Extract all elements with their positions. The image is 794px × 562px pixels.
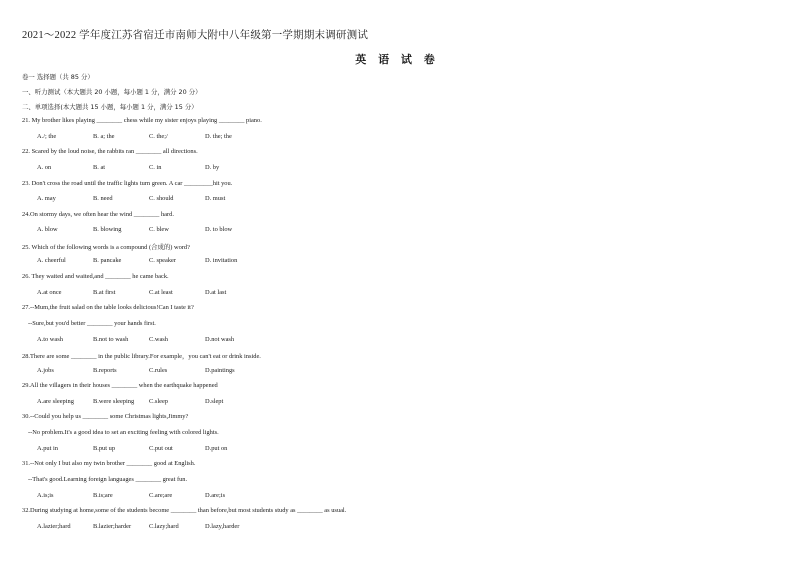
option-d: D.at last <box>205 289 227 296</box>
question-dialogue-line: --No problem.It's a good idea to set an exciting feeling with colored lights. <box>28 429 219 436</box>
question-stem: 24.On stormy days, we often hear the wind ________ hard. <box>22 211 174 218</box>
option-c: C. the;/ <box>149 133 168 140</box>
option-b: B. a; the <box>93 133 115 140</box>
option-c: C. should <box>149 195 174 202</box>
option-a: A.to wash <box>37 336 63 343</box>
option-a: A.put in <box>37 445 58 452</box>
choice-section-heading: 二、单项选择(本大题共 15 小题，每小题 1 分，满分 15 分） <box>22 103 198 111</box>
option-a: A.jobs <box>37 367 54 374</box>
option-b: B.were sleeping <box>93 398 135 405</box>
option-b: B.not to wash <box>93 336 129 343</box>
question-stem: 26. They waited and waited,and ________ he came back. <box>22 273 169 280</box>
question-dialogue-line: --That's good.Learning foreign languages ________ great fun. <box>28 476 188 483</box>
part-one-heading: 卷一 选择题（共 85 分） <box>22 73 94 81</box>
option-c: C.put out <box>149 445 173 452</box>
option-a: A. blow <box>37 226 58 233</box>
option-b: B.reports <box>93 367 117 374</box>
option-a: A.lazier;hard <box>37 523 71 530</box>
option-b: B. blowing <box>93 226 122 233</box>
option-d: D.lazy,harder <box>205 523 240 530</box>
option-a: A. may <box>37 195 56 202</box>
option-a: A.is;is <box>37 492 54 499</box>
option-c: C.rules <box>149 367 168 374</box>
option-b: B.at first <box>93 289 116 296</box>
option-b: B. at <box>93 164 106 171</box>
option-d: D.not wash <box>205 336 235 343</box>
option-b: B. pancake <box>93 257 122 264</box>
option-d: D.are;is <box>205 492 226 499</box>
question-dialogue-line: --Sure,but you'd better ________ your hands first. <box>28 320 156 327</box>
option-d: D. must <box>205 195 226 202</box>
question-stem: 27.--Mum,the fruit salad on the table looks delicious!Can I taste it? <box>22 304 194 311</box>
question-stem: 30.--Could you help us ________ some Christmas lights,Jimmy? <box>22 413 189 420</box>
option-c: C.wash <box>149 336 168 343</box>
question-stem: 32.During studying at home,some of the students become ________ than before,but most students study as ________ as usual. <box>22 507 347 514</box>
option-c: C.are;are <box>149 492 173 499</box>
option-d: D. the; the <box>205 133 232 140</box>
option-b: B. need <box>93 195 113 202</box>
option-a: A. on <box>37 164 52 171</box>
option-d: D. to blow <box>205 226 233 233</box>
option-a: A.are sleeping <box>37 398 74 405</box>
question-stem: 23. Don't cross the road until the traffic lights turn green. A car _________hit you. <box>22 180 233 187</box>
option-c: C. in <box>149 164 162 171</box>
option-b: B.lazier;harder <box>93 523 132 530</box>
exam-subtitle: 英 语 试 卷 <box>355 53 439 66</box>
listening-section-heading: 一、听力测试（本大题共 20 小题，每小题 1 分，满分 20 分） <box>22 88 202 96</box>
question-stem: 21. My brother likes playing ________ chess while my sister enjoys playing ________ piano. <box>22 117 262 124</box>
question-stem: 29.All the villagers in their houses ________ when the earthquake happened <box>22 382 218 389</box>
option-c: C.sleep <box>149 398 168 405</box>
option-c: C. blew <box>149 226 169 233</box>
option-b: B.is;are <box>93 492 113 499</box>
option-d: D. invitation <box>205 257 238 264</box>
option-b: B.put up <box>93 445 116 452</box>
option-d: D. by <box>205 164 220 171</box>
option-d: D.slept <box>205 398 224 405</box>
option-d: D.put on <box>205 445 228 452</box>
question-stem: 22. Scared by the loud noise, the rabbits ran ________ all directions. <box>22 148 198 155</box>
question-stem: 28.There are some ________ in the public library.For example，you can't eat or drink inside. <box>22 353 261 360</box>
question-stem: 31.--Not only I but also my twin brother ________ good at English. <box>22 460 196 467</box>
option-c: C. speaker <box>149 257 176 264</box>
option-a: A./; the <box>37 133 57 140</box>
option-a: A. cheerful <box>37 257 66 264</box>
option-d: D.paintings <box>205 367 235 374</box>
question-stem: 25. Which of the following words is a compound (合成的) word? <box>22 244 190 251</box>
option-c: C.at least <box>149 289 173 296</box>
option-c: C.lazy;hard <box>149 523 179 530</box>
exam-title: 2021～2022 学年度江苏省宿迁市南师大附中八年级第一学期期末调研测试 <box>22 30 369 41</box>
option-a: A.at once <box>37 289 62 296</box>
